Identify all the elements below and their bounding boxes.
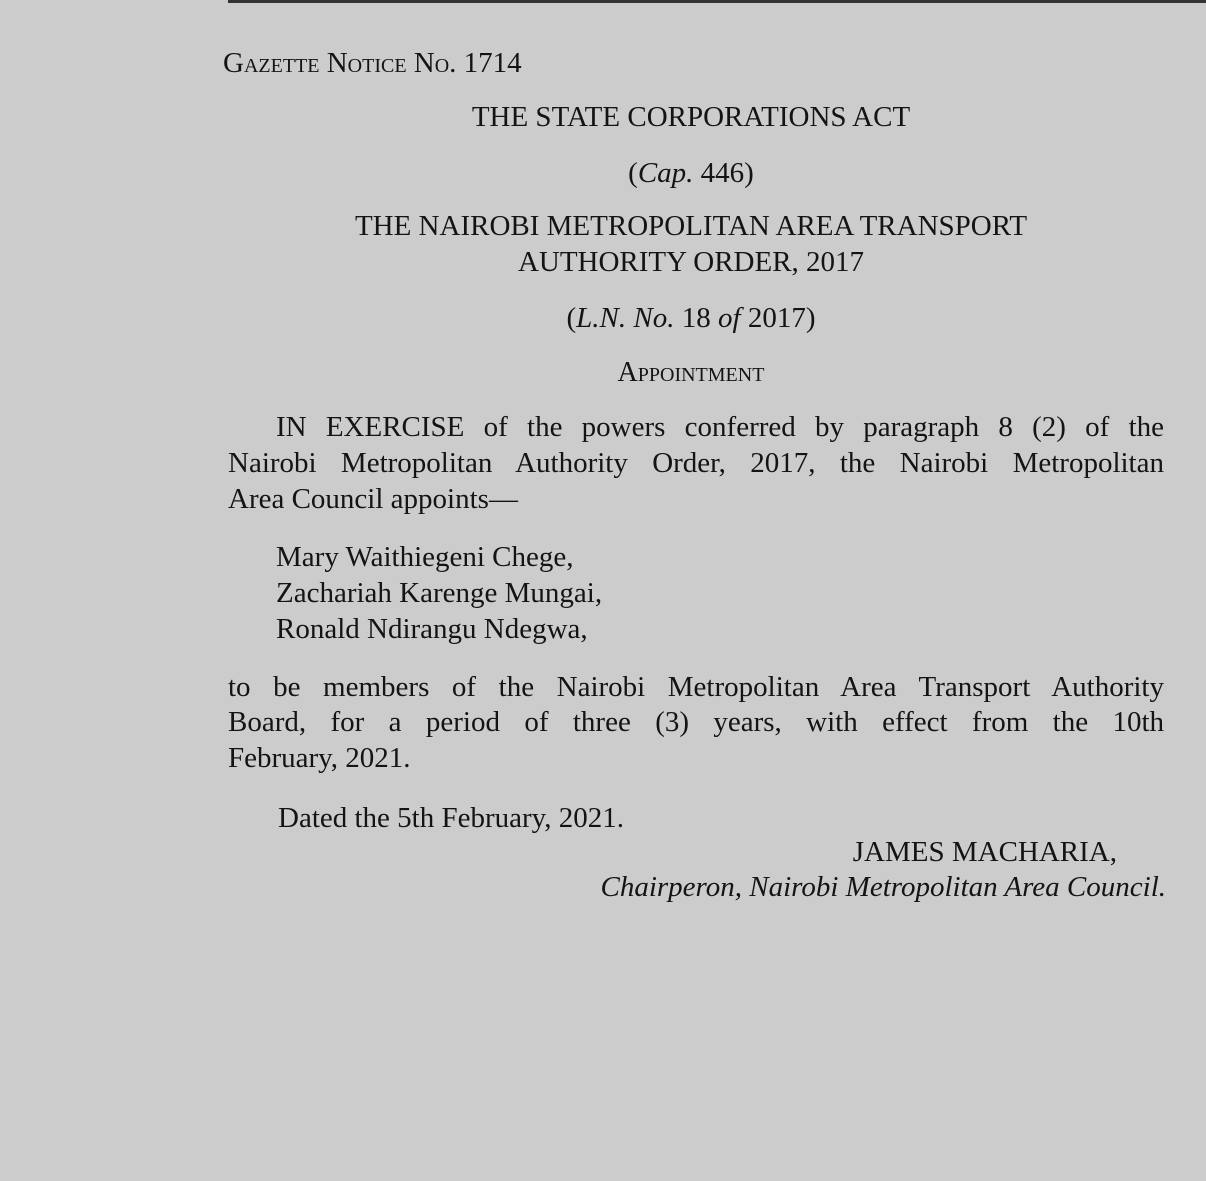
ln-year: 2017 [747,302,806,334]
cap-label: Cap. [637,157,694,189]
appointee-name: Ronald Ndirangu Ndegwa, [276,613,588,645]
gazette-notice-number: Gazette Notice No. 1714 [223,47,522,79]
signatory-name: JAMES MACHARIA, [852,836,1117,868]
cap-number: 446 [700,157,745,189]
cap-reference: (Cap. 446) [628,157,754,189]
order-title-line-2: AUTHORITY ORDER, 2017 [517,246,865,278]
date-line: Dated the 5th February, 2021. [278,802,625,834]
body-line-1: to be members of the Nairobi Metropolitan Area Transport Authority [228,671,1164,703]
signatory-title: Chairperon, Nairobi Metropolitan Area Council. [600,871,1166,903]
legal-notice-reference: (L.N. No. 18 of 2017) [566,302,816,334]
ln-label: L.N. No. [576,302,675,334]
order-title-line-1: THE NAIROBI METROPOLITAN AREA TRANSPORT [354,210,1028,242]
top-rule [228,0,1206,3]
intro-line-1: IN EXERCISE of the powers conferred by paragraph 8 (2) of the [276,411,1164,443]
appointee-name: Zachariah Karenge Mungai, [276,577,603,609]
intro-line-2: Nairobi Metropolitan Authority Order, 2017, the Nairobi Metropolitan [228,447,1164,479]
ln-number: 18 [681,302,711,334]
intro-line-3: Area Council appoints— [228,483,518,515]
ln-of: of [718,302,741,334]
section-heading: Appointment [617,357,765,388]
act-title: THE STATE CORPORATIONS ACT [471,101,911,133]
body-line-2: Board, for a period of three (3) years, with effect from the 10th [228,706,1164,738]
appointee-name: Mary Waithiegeni Chege, [276,541,574,573]
body-line-3: February, 2021. [228,742,411,774]
